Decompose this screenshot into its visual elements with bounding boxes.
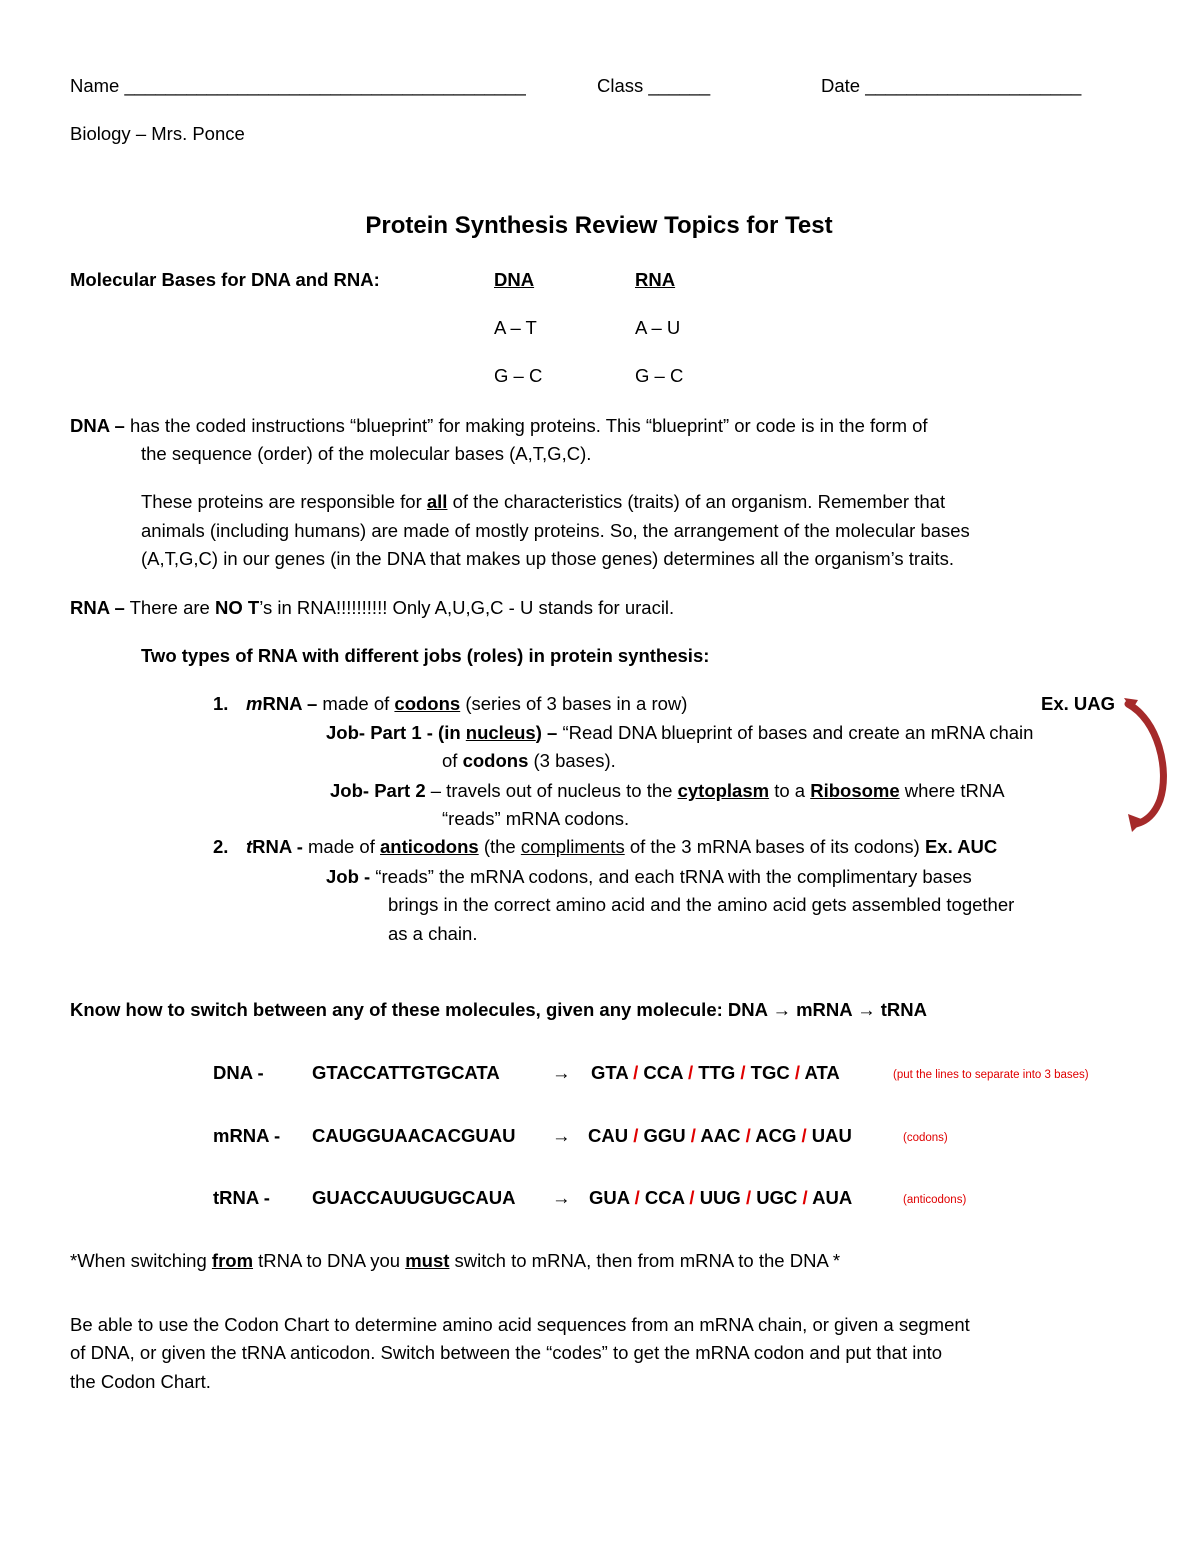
dna-definition-line1: DNA – has the coded instructions “blueprint” for making proteins. This “blueprint” or code is in the form of [70, 415, 928, 436]
switch-note: *When switching from tRNA to DNA you must switch to mRNA, then from mRNA to the DNA * [70, 1250, 841, 1271]
example-note: (codons) [903, 1132, 948, 1144]
page-title: Protein Synthesis Review Topics for Test [365, 212, 833, 239]
class-label: Class [597, 75, 644, 96]
example-label: mRNA - [213, 1125, 281, 1146]
example-groups: CAU / GGU / AAC / ACG / UAU [588, 1125, 852, 1146]
example-note: (put the lines to separate into 3 bases) [893, 1069, 1089, 1081]
proteins-paragraph-line3: (A,T,G,C) in our genes (in the DNA that makes up those genes) determines all the organism’s traits. [141, 548, 955, 569]
dna-label: DNA – [70, 415, 125, 436]
list-number: 1. [213, 693, 229, 714]
example-label: tRNA - [213, 1187, 270, 1208]
codon-chart-line2: of DNA, or given the tRNA anticodon. Switch between the “codes” to get the mRNA codon and put that into [70, 1342, 943, 1363]
example-groups: GUA / CCA / UUG / UGC / AUA [589, 1187, 853, 1208]
rna-definition: RNA – There are NO T’s in RNA!!!!!!!!!! Only A,U,G,C - U stands for uracil. [70, 597, 675, 618]
example-sequence: CAUGGUAACACGUAU [312, 1125, 516, 1146]
codon-chart-line3: the Codon Chart. [70, 1371, 211, 1392]
mrna-job2-line2: “reads” mRNA codons. [442, 808, 630, 829]
mrna-item-line: mRNA – made of codons (series of 3 bases in a row) [246, 693, 688, 714]
proteins-paragraph-line2: animals (including humans) are made of mostly proteins. So, the arrangement of the molecular bases [141, 520, 970, 541]
mrna-job1-line1: Job- Part 1 - (in nucleus) – “Read DNA blueprint of bases and create an mRNA chain [326, 722, 1034, 743]
example-sequence: GTACCATTGTGCATA [312, 1062, 500, 1083]
mrna-example: Ex. UAG [1041, 693, 1116, 714]
switch-heading: Know how to switch between any of these molecules, given any molecule: DNA → mRNA → tRNA [70, 999, 927, 1020]
rna-pair: A – U [635, 317, 681, 338]
dna-pair: G – C [494, 365, 543, 386]
dna-column-header: DNA [494, 269, 535, 290]
rna-pair: G – C [635, 365, 684, 386]
date-label: Date [821, 75, 861, 96]
codon-chart-line1: Be able to use the Codon Chart to determine amino acid sequences from an mRNA chain, or given a segment [70, 1314, 970, 1335]
mrna-job1-line2: of codons (3 bases). [442, 750, 616, 771]
right-arrow-icon: → [552, 1062, 571, 1083]
example-sequence: GUACCAUUGUGCAUA [312, 1187, 516, 1208]
right-arrow-icon: → [552, 1125, 571, 1146]
trna-job-line1: Job - “reads” the mRNA codons, and each tRNA with the complimentary bases [326, 866, 972, 887]
trna-example: Ex. AUC [924, 836, 998, 857]
class-blank: ______ [648, 75, 711, 96]
name-blank: _______________________________________ [124, 75, 526, 96]
example-groups: GTA / CCA / TTG / TGC / ATA [591, 1062, 840, 1083]
name-line [70, 74, 526, 97]
proteins-paragraph-line1: These proteins are responsible for all of the characteristics (traits) of an organism. Remember that [141, 491, 946, 512]
bases-label: Molecular Bases for DNA and RNA: [70, 269, 380, 290]
mrna-job2-line1: Job- Part 2 – travels out of nucleus to the cytoplasm to a Ribosome where tRNA [330, 780, 1005, 801]
example-note: (anticodons) [903, 1194, 967, 1206]
trna-job-line2: brings in the correct amino acid and the amino acid gets assembled together [388, 894, 1015, 915]
name-label: Name [70, 75, 120, 96]
course-label: Biology – Mrs. Ponce [70, 123, 245, 144]
rna-label: RNA – [70, 597, 125, 618]
curved-arrow-icon [1118, 690, 1178, 840]
trna-item-line: tRNA - made of anticodons (the compliments of the 3 mRNA bases of its codons) Ex. AUC [246, 836, 998, 857]
date-line [821, 74, 1081, 97]
class-line [597, 74, 710, 97]
trna-job-line3: as a chain. [388, 923, 478, 944]
right-arrow-icon: → [772, 999, 791, 1020]
example-label: DNA - [213, 1062, 264, 1083]
date-blank: _____________________ [865, 75, 1082, 96]
rna-types-heading: Two types of RNA with different jobs (roles) in protein synthesis: [141, 645, 710, 666]
right-arrow-icon: → [552, 1187, 571, 1208]
dna-pair: A – T [494, 317, 537, 338]
right-arrow-icon: → [857, 999, 876, 1020]
list-number: 2. [213, 836, 229, 857]
rna-column-header: RNA [635, 269, 676, 290]
dna-definition-line2: the sequence (order) of the molecular bases (A,T,G,C). [141, 443, 592, 464]
